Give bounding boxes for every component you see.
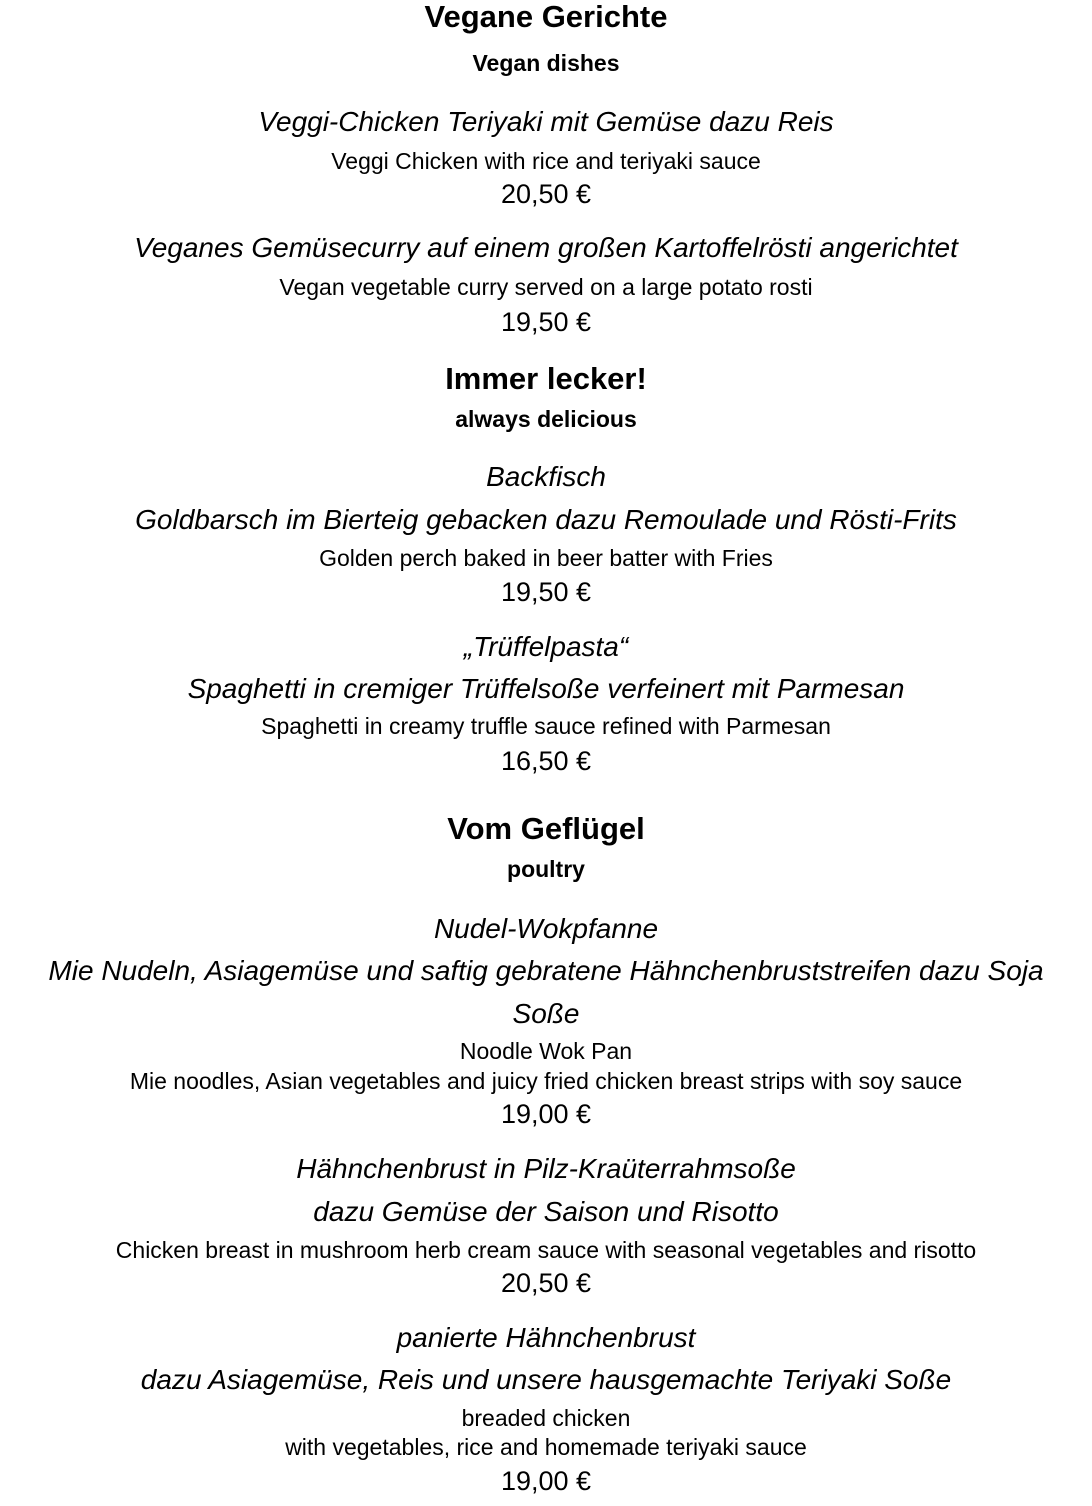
section-title-poultry: Vom Geflügel bbox=[447, 811, 645, 846]
dish-desc-de: Goldbarsch im Bierteig gebacken dazu Remoulade und Rösti-Frits bbox=[135, 504, 957, 535]
section-subtitle-poultry: poultry bbox=[507, 856, 585, 882]
dish-price: 20,50 € bbox=[500, 179, 592, 209]
dish-name-de: Nudel-Wokpfanne bbox=[433, 913, 659, 944]
dish-desc-en: Chicken breast in mushroom herb cream sauce with seasonal vegetables and risotto bbox=[115, 1237, 977, 1263]
dish-desc-en: Spaghetti in creamy truffle sauce refined with Parmesan bbox=[261, 713, 831, 739]
dish-desc-en: Mie noodles, Asian vegetables and juicy fried chicken breast strips with soy sauce bbox=[129, 1068, 963, 1094]
dish-name-de: Veggi-Chicken Teriyaki mit Gemüse dazu Reis bbox=[258, 106, 834, 137]
dish-price: 19,50 € bbox=[500, 577, 592, 607]
dish-name-de: Backfisch bbox=[486, 461, 606, 492]
dish-name-en: breaded chicken bbox=[461, 1405, 631, 1431]
dish-name-en: Veggi Chicken with rice and teriyaki sauce bbox=[331, 148, 761, 174]
dish-name-en: Vegan vegetable curry served on a large potato rosti bbox=[279, 274, 813, 300]
section-subtitle-vegan: Vegan dishes bbox=[472, 50, 620, 76]
dish-price: 19,50 € bbox=[500, 307, 592, 337]
dish-desc-de: Soße bbox=[512, 998, 580, 1029]
dish-desc-en: with vegetables, rice and homemade teriyaki sauce bbox=[285, 1434, 807, 1460]
dish-name-de: Veganes Gemüsecurry auf einem großen Kartoffelrösti angerichtet bbox=[134, 232, 958, 263]
section-title-vegan: Vegane Gerichte bbox=[424, 0, 668, 34]
dish-name-de: „Trüffelpasta“ bbox=[463, 631, 629, 662]
section-title-always: Immer lecker! bbox=[445, 361, 647, 396]
dish-desc-de: dazu Asiagemüse, Reis und unsere hausgemachte Teriyaki Soße bbox=[140, 1364, 952, 1395]
dish-price: 19,00 € bbox=[500, 1099, 592, 1129]
section-subtitle-always: always delicious bbox=[455, 406, 637, 432]
dish-price: 19,00 € bbox=[500, 1466, 592, 1496]
dish-name-de: Hähnchenbrust in Pilz-Kraüterrahmsoße bbox=[296, 1153, 796, 1184]
dish-price: 20,50 € bbox=[500, 1268, 592, 1298]
dish-name-de: panierte Hähnchenbrust bbox=[396, 1322, 696, 1353]
dish-desc-de: Mie Nudeln, Asiagemüse und saftig gebratene Hähnchenbruststreifen dazu Soja bbox=[48, 955, 1044, 986]
dish-desc-en: Golden perch baked in beer batter with Fries bbox=[319, 545, 773, 571]
dish-desc-de: Spaghetti in cremiger Trüffelsoße verfeinert mit Parmesan bbox=[187, 673, 905, 704]
dish-desc-de: dazu Gemüse der Saison und Risotto bbox=[313, 1196, 779, 1227]
dish-name-en: Noodle Wok Pan bbox=[459, 1038, 633, 1064]
dish-price: 16,50 € bbox=[500, 746, 592, 776]
